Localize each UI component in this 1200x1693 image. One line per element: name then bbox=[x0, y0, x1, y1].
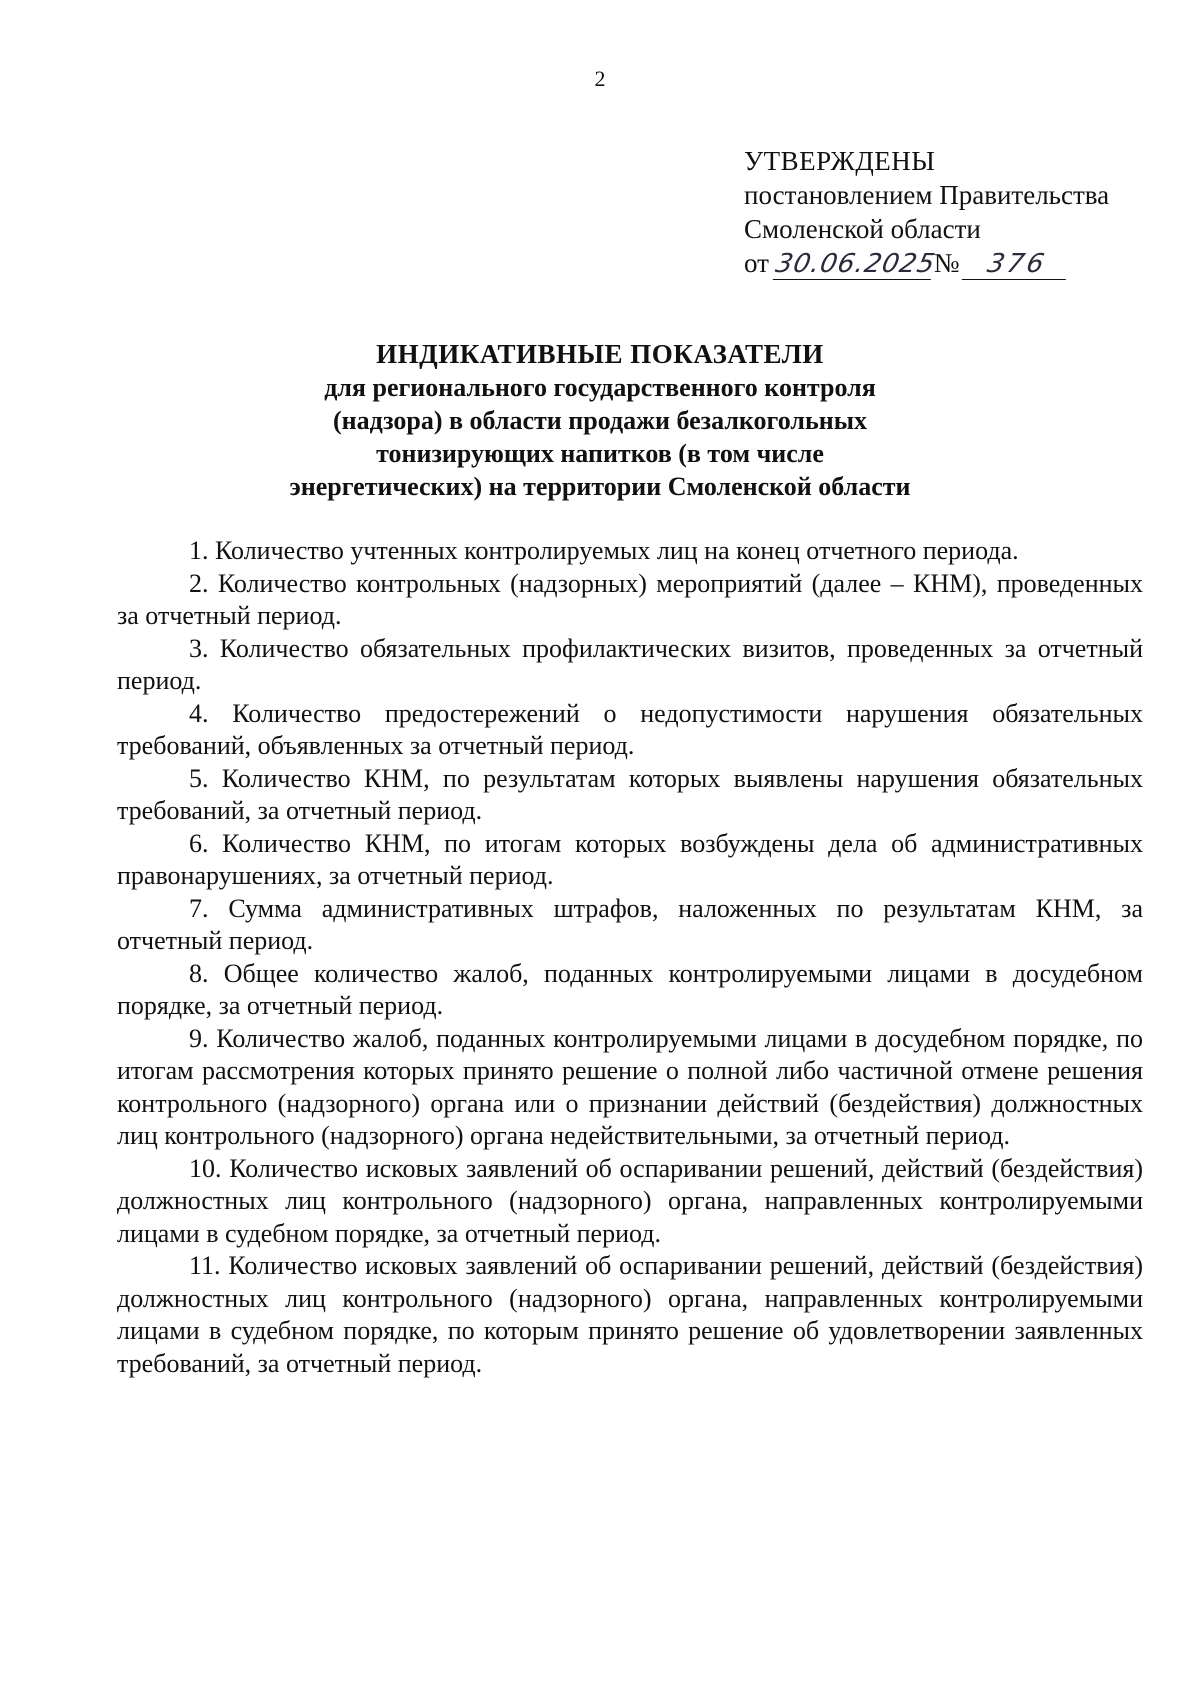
approval-line-1: постановлением Правительства bbox=[744, 180, 1110, 210]
page-number: 2 bbox=[594, 66, 606, 91]
indicator-item: 5. Количество КНМ, по результатам которых выявлены нарушения обязательных требований, за отчетный период. bbox=[117, 763, 1143, 825]
title-line-3: тонизирующих напитков (в том числе bbox=[376, 439, 824, 468]
indicator-item: 4. Количество предостережений о недопустимости нарушения обязательных требований, объявленных за отчетный период. bbox=[117, 698, 1143, 760]
title-line-2: (надзора) в области продажи безалкогольных bbox=[332, 406, 867, 435]
indicator-item: 10. Количество исковых заявлений об оспаривании решений, действий (бездействия) должностных лиц контрольного (надзорного) органа, направленных контролируемыми лицами в судебном порядке, за отчетный период. bbox=[117, 1153, 1143, 1248]
document-title bbox=[150, 338, 1050, 503]
title-main: ИНДИКАТИВНЫЕ ПОКАЗАТЕЛИ bbox=[376, 339, 824, 369]
indicator-item: 8. Общее количество жалоб, поданных контролируемыми лицами в досудебном порядке, за отчетный период. bbox=[117, 958, 1143, 1020]
approval-block bbox=[744, 144, 1164, 280]
approval-line-2: Смоленской области bbox=[744, 214, 981, 244]
indicator-item: 2. Количество контрольных (надзорных) мероприятий (далее – КНМ), проведенных за отчетный период. bbox=[117, 568, 1143, 630]
title-line-1: для регионального государственного контроля bbox=[324, 373, 876, 402]
number-sign: № bbox=[933, 248, 960, 278]
indicator-item: 1. Количество учтенных контролируемых лиц на конец отчетного периода. bbox=[189, 536, 1019, 565]
indicator-item: 3. Количество обязательных профилактических визитов, проведенных за отчетный период. bbox=[117, 633, 1143, 695]
indicator-item: 7. Сумма административных штрафов, наложенных по результатам КНМ, за отчетный период. bbox=[117, 893, 1143, 955]
indicator-item: 6. Количество КНМ, по итогам которых возбуждены дела об административных правонарушениях, за отчетный период. bbox=[117, 828, 1143, 890]
approval-heading: УТВЕРЖДЕНЫ bbox=[744, 146, 936, 176]
handwritten-date: 30.06.2025 bbox=[772, 249, 938, 279]
indicator-list bbox=[117, 535, 1143, 1380]
date-prefix: от bbox=[744, 248, 769, 278]
title-line-4: энергетических) на территории Смоленской области bbox=[289, 472, 911, 501]
approval-date-line bbox=[744, 246, 1164, 280]
indicator-item: 11. Количество исковых заявлений об оспаривании решений, действий (бездействия) должностных лиц контрольного (надзорного) органа, направленных контролируемыми лицами в судебном порядке, по которым принято решение об удовлетворении заявленных требований, за отчетный период. bbox=[117, 1251, 1143, 1378]
indicator-item: 9. Количество жалоб, поданных контролируемыми лицами в досудебном порядке, по итогам рассмотрения которых принято решение о полной либо частичной отмене решения контрольного (надзорного) органа или о признании действий (бездействия) должностных лиц контрольного (надзорного) органа недействительными, за отчетный период. bbox=[117, 1023, 1143, 1150]
handwritten-number: 376 bbox=[962, 249, 1073, 280]
